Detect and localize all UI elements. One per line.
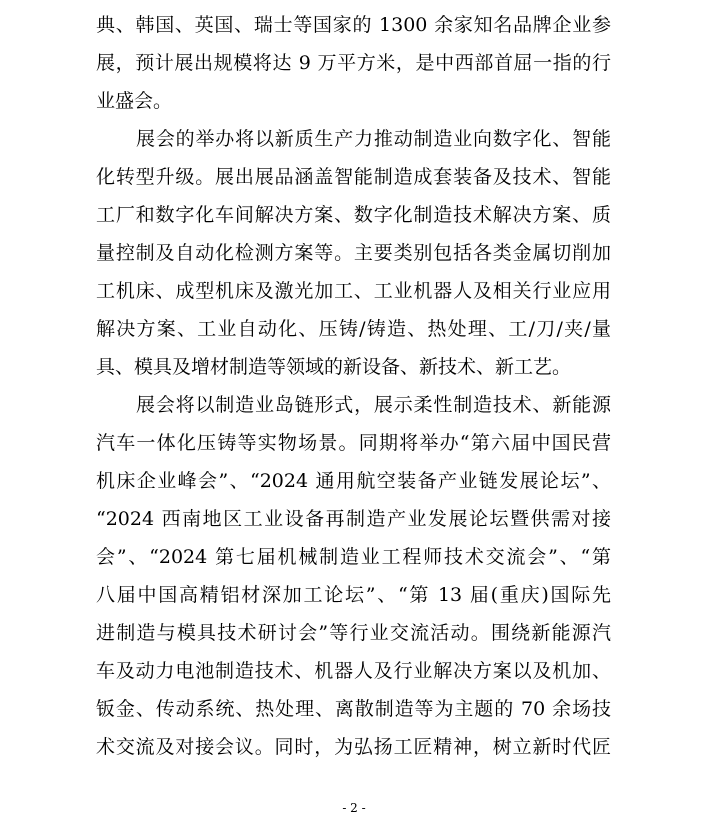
- text-line: 展，预计展出规模将达 9 万平方米，是中西部首屈一指的行: [96, 52, 611, 74]
- text-line: 机床企业峰会”、“2024 通用航空装备产业链发展论坛”、: [96, 470, 611, 492]
- text-line: 典、韩国、英国、瑞士等国家的 1300 余家知名品牌企业参: [96, 14, 611, 36]
- text-line: 解决方案、工业自动化、压铸/铸造、热处理、工/刀/夹/量: [96, 318, 611, 340]
- text-line: 工厂和数字化车间解决方案、数字化制造技术解决方案、质: [96, 204, 611, 226]
- text-line: 工机床、成型机床及激光加工、工业机器人及相关行业应用: [96, 280, 611, 302]
- text-line: 术交流及对接会议。同时，为弘扬工匠精神，树立新时代匠: [96, 736, 611, 758]
- text-line: 车及动力电池制造技术、机器人及行业解决方案以及机加、: [96, 660, 611, 682]
- text-line: 八届中国高精铝材深加工论坛”、“第 13 届(重庆)国际先: [96, 584, 611, 606]
- text-line: 业盛会。: [96, 90, 173, 112]
- text-line: “2024 西南地区工业设备再制造产业发展论坛暨供需对接: [96, 508, 611, 530]
- text-line: 展会的举办将以新质生产力推动制造业向数字化、智能: [136, 128, 611, 150]
- text-line: 具、模具及增材制造等领域的新设备、新技术、新工艺。: [96, 356, 572, 378]
- text-line: 化转型升级。展出展品涵盖智能制造成套装备及技术、智能: [96, 166, 611, 188]
- text-line: 钣金、传动系统、热处理、离散制造等为主题的 70 余场技: [96, 698, 611, 720]
- page-number: - 2 -: [342, 801, 366, 815]
- text-line: 汽车一体化压铸等实物场景。同期将举办“第六届中国民营: [96, 432, 611, 454]
- text-line: 进制造与模具技术研讨会”等行业交流活动。围绕新能源汽: [96, 622, 611, 644]
- text-line: 会”、“2024 第七届机械制造业工程师技术交流会”、“第: [96, 546, 611, 568]
- text-line: 量控制及自动化检测方案等。主要类别包括各类金属切削加: [96, 242, 611, 264]
- text-line: 展会将以制造业岛链形式，展示柔性制造技术、新能源: [136, 394, 611, 416]
